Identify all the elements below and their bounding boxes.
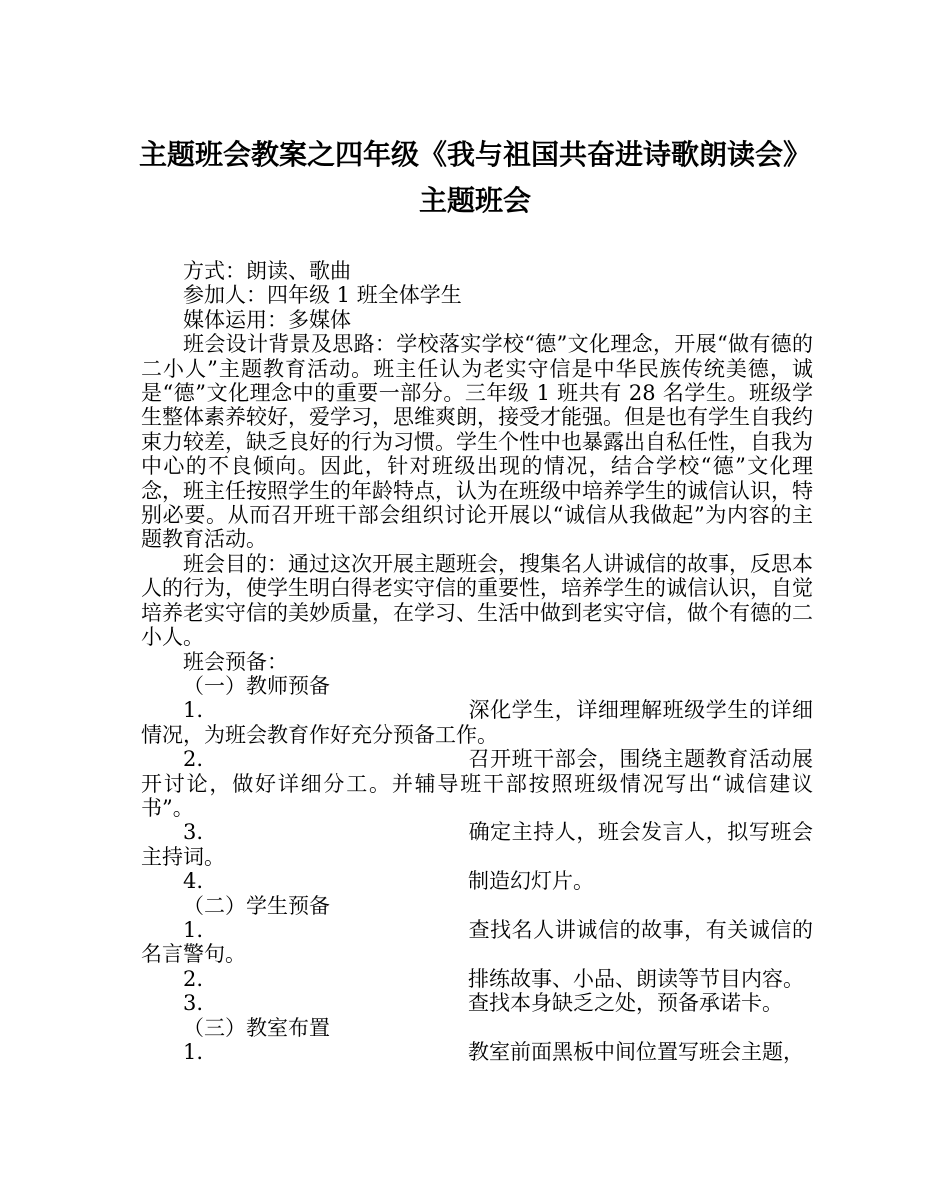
item-text: 召开班干部会，围绕主题教育活动展开讨论，做好详细分工。并辅导班干部按照班级情况写出“诚信建议书”。 [141, 747, 813, 820]
section-heading-classroom: （三）教室布置 [183, 1015, 330, 1040]
item-number: 4. [183, 869, 204, 894]
prep-heading: 班会预备： [183, 649, 288, 674]
background-paragraph: 班会设计背景及思路：学校落实学校“德”文化理念，开展“做有德的二小人”主题教育活动。班主任认为老实守信是中华民族传统美德，诚是“德”文化理念中的重要一部分。三年级 1 班共有 28 名学生。班级学生整体素养较好，爱学习，思维爽朗，接受才能强。但是也有学生自我约束力较差，缺乏良好的行为习惯。学生个性中也暴露出自私任性，自我为中心的不良倾向。因此，针对班级出现的情况，结合学校“德”文化理念，班主任按照学生的年龄特点，认为在班级中培养学生的诚信认识，特别必要。从而召开班干部会组织讨论开展以“诚信从我做起”为内容的主题教育活动。 [141, 332, 813, 552]
document-title: 主题班会教案之四年级《我与祖国共奋进诗歌朗读会》 [138, 138, 811, 171]
item-text: 查找本身缺乏之处，预备承诺卡。 [468, 991, 783, 1016]
item-number: 3. [183, 991, 204, 1016]
item-text: 查找名人讲诚信的故事，有关诚信的名言警句。 [141, 917, 813, 967]
document-title-continued: 主题班会 [418, 184, 531, 217]
list-item [141, 967, 813, 991]
list-item [141, 918, 813, 967]
list-item [141, 747, 813, 820]
item-number: 2. [183, 747, 204, 772]
list-item [141, 1040, 813, 1064]
item-number: 1. [183, 1040, 204, 1064]
item-number: 2. [183, 966, 204, 991]
list-item [141, 698, 813, 747]
item-text: 确定主持人，班会发言人，拟写班会主持词。 [141, 820, 813, 869]
item-number: 1. [183, 698, 204, 723]
section-heading-student: （二）学生预备 [183, 893, 330, 918]
section-heading-teacher: （一）教师预备 [183, 673, 330, 698]
item-text: 深化学生，详细理解班级学生的详细情况，为班会教育作好充分预备工作。 [141, 698, 813, 747]
participants-line: 参加人：四年级 1 班全体学生 [183, 283, 462, 308]
goal-paragraph: 班会目的：通过这次开展主题班会，搜集名人讲诚信的故事，反思本人的行为，使学生明白得老实守信的重要性，培养学生的诚信认识，自觉培养老实守信的美妙质量，在学习、生活中做到老实守信，做个有德的二小人。 [141, 551, 813, 650]
document-body [141, 259, 813, 1064]
list-item [141, 991, 813, 1015]
list-item [141, 820, 813, 869]
item-text: 教室前面黑板中间位置写班会主题， [468, 1040, 804, 1064]
item-text: 排练故事、小品、朗读等节目内容。 [468, 966, 804, 991]
method-line: 方式：朗读、歌曲 [183, 259, 351, 283]
media-line: 媒体运用：多媒体 [183, 307, 351, 332]
item-number: 1. [183, 917, 204, 942]
item-text: 制造幻灯片。 [468, 869, 594, 894]
list-item [141, 869, 813, 893]
item-number: 3. [183, 820, 204, 845]
